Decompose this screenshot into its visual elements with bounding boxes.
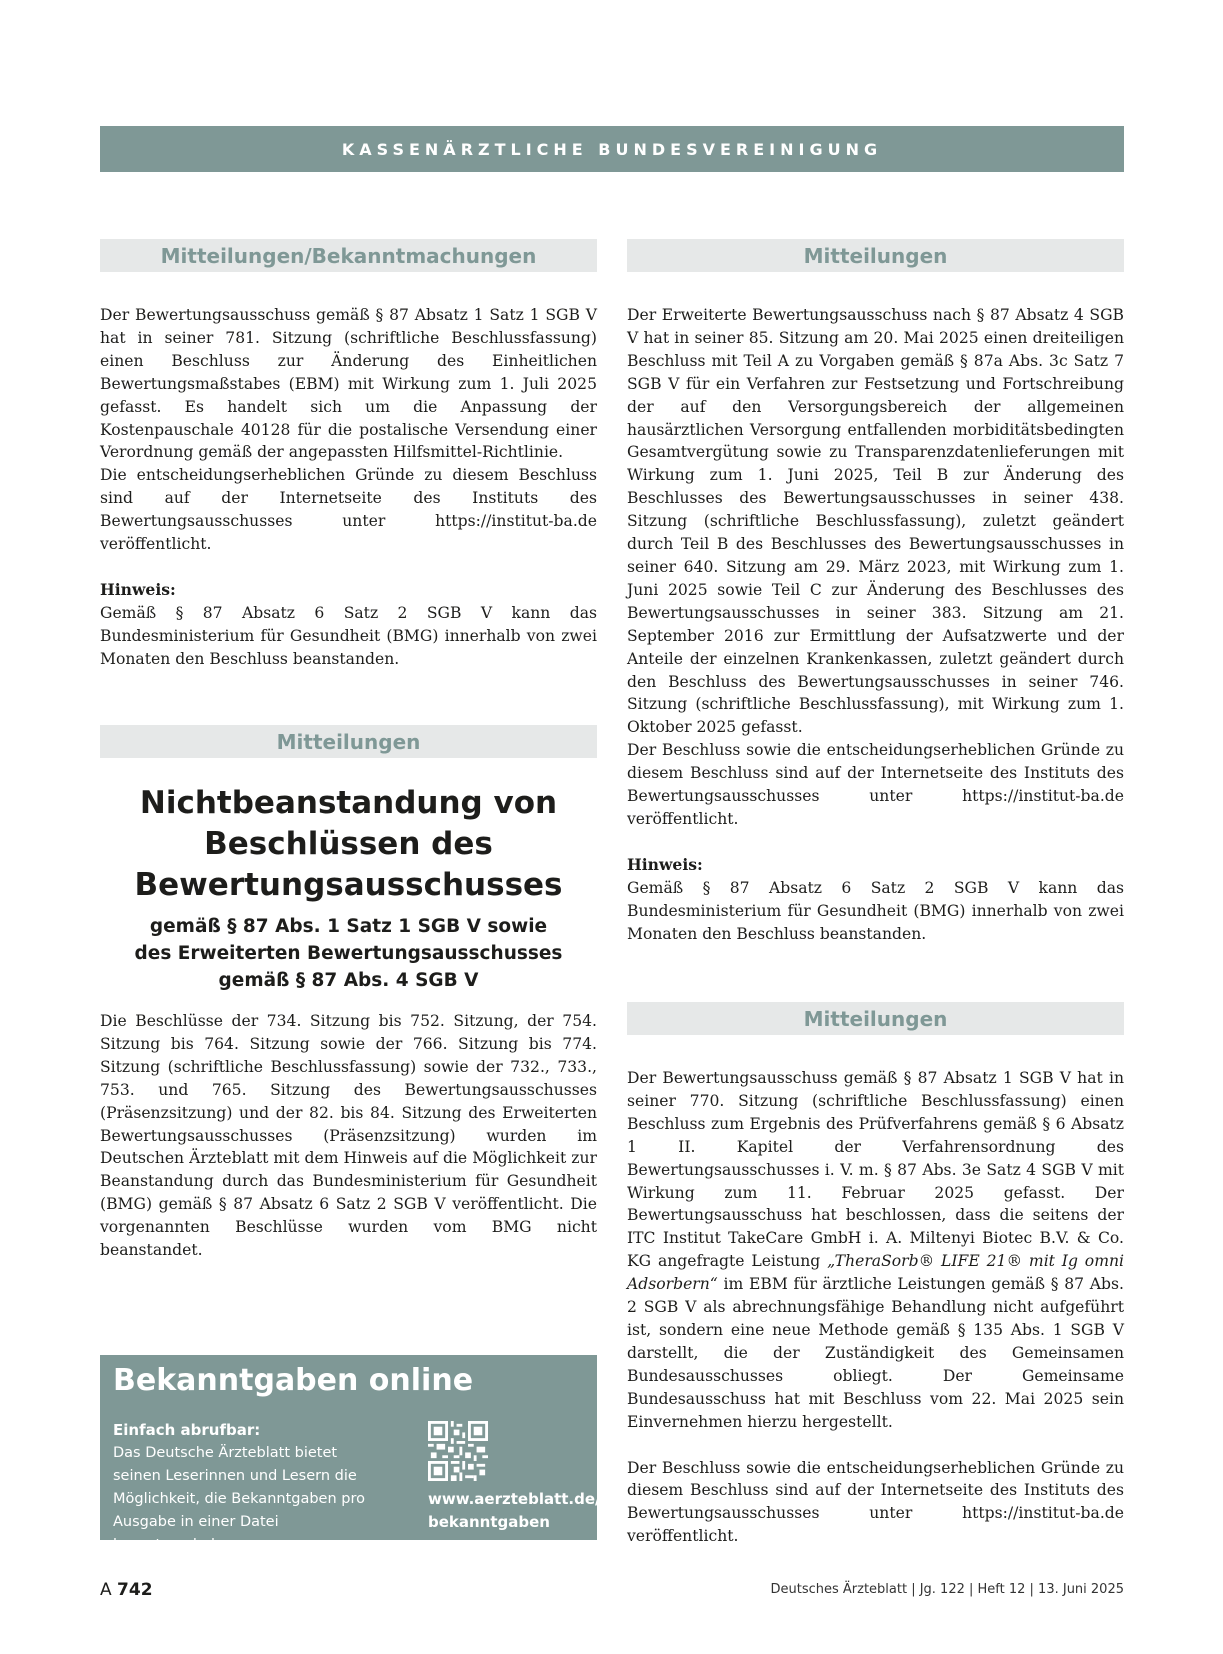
product-name: „TheraSorb® LIFE 21® mit Ig omni Adsorbern“ — [627, 1252, 1125, 1294]
hinweis-label-right: Hinweis: — [627, 854, 703, 874]
article-title-line-1: Nichtbeanstandung von — [139, 785, 558, 821]
online-box-url[interactable] — [428, 1488, 601, 1534]
pruefverfahren-reasons: Der Beschluss sowie die entscheidungserheblichen Gründe zu diesem Beschluss sind auf der Internetseite des Instituts des Bewertungsausschusses unter https://institut-ba.de veröffentlicht. — [627, 1458, 1124, 1546]
erweiterter-ba-paragraph: Der Erweiterte Bewertungsausschuss nach § 87 Absatz 4 SGB V hat in seiner 85. Sitzung am 20. Mai 2025 einen dreiteiligen Beschluss mit Teil A zu Vorgaben gemäß § 87a Abs. 3c Satz 7 SGB V für ein Verfahren zur Festsetzung und Fortschreibung der auf den Versorgungsbereich der allgemeinen hausärztlichen Versorgung entfallenden morbiditätsbedingten Gesamtvergütung sowie zu Transparenzdatenlieferungen mit Wirkung zum 1. Juni 2025, Teil B zur Änderung des Beschlusses des Bewertungsausschusses in seiner 438. Sitzung (schriftliche Beschlussfassung), zuletzt geändert durch Teil B des Beschlusses des Bewertungsausschusses in seiner 640. Sitzung am 29. März 2023, mit Wirkung zum 1. Juni 2025 sowie Teil C zur Änderung des Beschlusses des Bewertungsausschusses in seiner 383. Sitzung am 21. September 2016 zur Ermittlung der Aufsatzwerte und der Anteile der einzelnen Krankenkassen, zuletzt geändert durch den Beschluss des Bewertungsausschusses in seiner 746. Sitzung (schriftliche Beschlussfassung), mit Wirkung zum 1. Oktober 2025 gefasst. — [627, 306, 1124, 737]
online-box-title: Bekanntgaben online — [113, 1363, 474, 1398]
announcement-paragraph-reasons: Die entscheidungserheblichen Gründe zu diesem Beschluss sind auf der Internetseite des Instituts des Bewertungsausschusses unter https://institut-ba.de veröffentlicht. — [100, 466, 597, 554]
article-title-line-2: Beschlüssen des — [204, 826, 493, 862]
bekanntgaben-online-box — [100, 1355, 601, 1553]
article-subtitle-line-3: gemäß § 87 Abs. 4 SGB V — [218, 970, 479, 991]
article-subtitle-line-1: gemäß § 87 Abs. 1 Satz 1 SGB V sowie — [149, 916, 548, 937]
qr-code-icon[interactable] — [428, 1421, 488, 1481]
article-subtitle-line-2: des Erweiterten Bewertungsausschusses — [134, 943, 563, 964]
hinweis-text: Gemäß § 87 Absatz 6 Satz 2 SGB V kann das Bundesministerium für Gesundheit (BMG) innerhalb von zwei Monaten den Beschluss beanstanden. — [100, 603, 597, 668]
page-number — [100, 1580, 153, 1600]
pruefverfahren-paragraph — [627, 1067, 1124, 1434]
hinweis-text-right: Gemäß § 87 Absatz 6 Satz 2 SGB V kann das Bundesministerium für Gesundheit (BMG) innerhalb von zwei Monaten den Beschluss beanstanden. — [627, 878, 1124, 943]
online-url-line-2[interactable]: bekanntgaben — [428, 1513, 550, 1531]
article-body: Die Beschlüsse der 734. Sitzung bis 752. Sitzung, der 754. Sitzung bis 764. Sitzung sowie der 766. Sitzung bis 774. Sitzung (schriftliche Beschlussfassung) sowie der 732., 733., 753. und 765. Sitzung des Bewertungsausschusses (Präsenzsitzung) und der 82. bis 84. Sitzung des Erweiterten Bewertungsausschusses (Präsenzsitzung) wurden im Deutschen Ärzteblatt mit dem Hinweis auf die Möglichkeit zur Beanstandung durch das Bundesministerium für Gesundheit (BMG) gemäß § 87 Absatz 6 Satz 2 SGB V veröffentlicht. Die vorgenannten Beschlüsse wurden vom BMG nicht beanstandet. — [100, 1012, 597, 1260]
right-column-pruefverfahren — [627, 1002, 1124, 1548]
online-box-text: Das Deutsche Ärzteblatt bietet seinen Leserinnen und Lesern die Möglichkeit, die Bekanntgaben pro Ausgabe in einer Datei herunterzuladen: — [113, 1445, 365, 1553]
section-heading-mitteilungen: Mitteilungen — [100, 725, 597, 758]
section-heading-mitteilungen-erweitert: Mitteilungen — [627, 239, 1124, 272]
pruefverfahren-text-b: im EBM für ärztliche Leistungen gemäß § 87 Abs. 2 SGB V als abrechnungsfähige Behandlung nicht aufgeführt ist, sondern eine neue Methode gemäß § 135 Abs. 1 SGB V darstellt, die der Zuständigkeit des Gemeinsamen Bundesausschusses obliegt. Der Gemeinsame Bundesausschuss hat mit Beschluss vom 22. Mai 2025 sein Einvernehmen hierzu hergestellt. — [627, 1275, 1124, 1431]
left-column-nichtbeanstandung — [100, 725, 597, 1262]
section-banner: KASSENÄRZTLICHE BUNDESVEREINIGUNG — [100, 126, 1124, 172]
left-column — [100, 239, 597, 671]
article-title-line-3: Bewertungsausschusses — [134, 867, 563, 903]
erweiterter-ba-reasons: Der Beschluss sowie die entscheidungserheblichen Gründe zu diesem Beschluss sind auf der Internetseite des Instituts des Bewertungsausschusses unter https://institut-ba.de veröffentlicht. — [627, 741, 1124, 828]
journal-citation: Deutsches Ärzteblatt | Jg. 122 | Heft 12 | 13. Juni 2025 — [770, 1582, 1124, 1597]
section-heading-bekanntmachungen: Mitteilungen/Bekanntmachungen — [100, 239, 597, 272]
hinweis-label: Hinweis: — [100, 579, 176, 599]
page-number-value: 742 — [117, 1580, 153, 1600]
section-heading-mitteilungen-pruefverfahren: Mitteilungen — [627, 1002, 1124, 1035]
page-prefix: A — [100, 1580, 118, 1600]
right-column — [627, 239, 1124, 945]
online-box-subtitle: Einfach abrufbar: — [113, 1421, 261, 1439]
pruefverfahren-text-a: Der Bewertungsausschuss gemäß § 87 Absatz 1 SGB V hat in seiner 770. Sitzung (schriftliche Beschlussfassung) einen Beschluss zum Ergebnis des Prüfverfahrens gemäß § 6 Absatz 1 II. Kapitel der Verfahrensordnung des Bewertungsausschusses i. V. m. § 87 Abs. 3e Satz 4 SGB V mit Wirkung zum 11. Februar 2025 gefasst. Der Bewertungsausschuss hat beschlossen, dass die seitens der ITC Institut TakeCare GmbH i. A. Miltenyi Biotec B.V. & Co. KG angefragte Leistung — [627, 1069, 1124, 1271]
announcement-paragraph: Der Bewertungsausschuss gemäß § 87 Absatz 1 Satz 1 SGB V hat in seiner 781. Sitzung (schriftliche Beschlussfassung) einen Beschluss zur Änderung des Einheitlichen Bewertungsmaßstabes (EBM) mit Wirkung zum 1. Juli 2025 gefasst. Es handelt sich um die Anpassung der Kostenpauschale 40128 für die postalische Versendung einer Verordnung gemäß der angepassten Hilfsmittel-Richtlinie. — [100, 306, 597, 462]
online-url-line-1[interactable]: www.aerzteblatt.de/ — [428, 1490, 601, 1508]
